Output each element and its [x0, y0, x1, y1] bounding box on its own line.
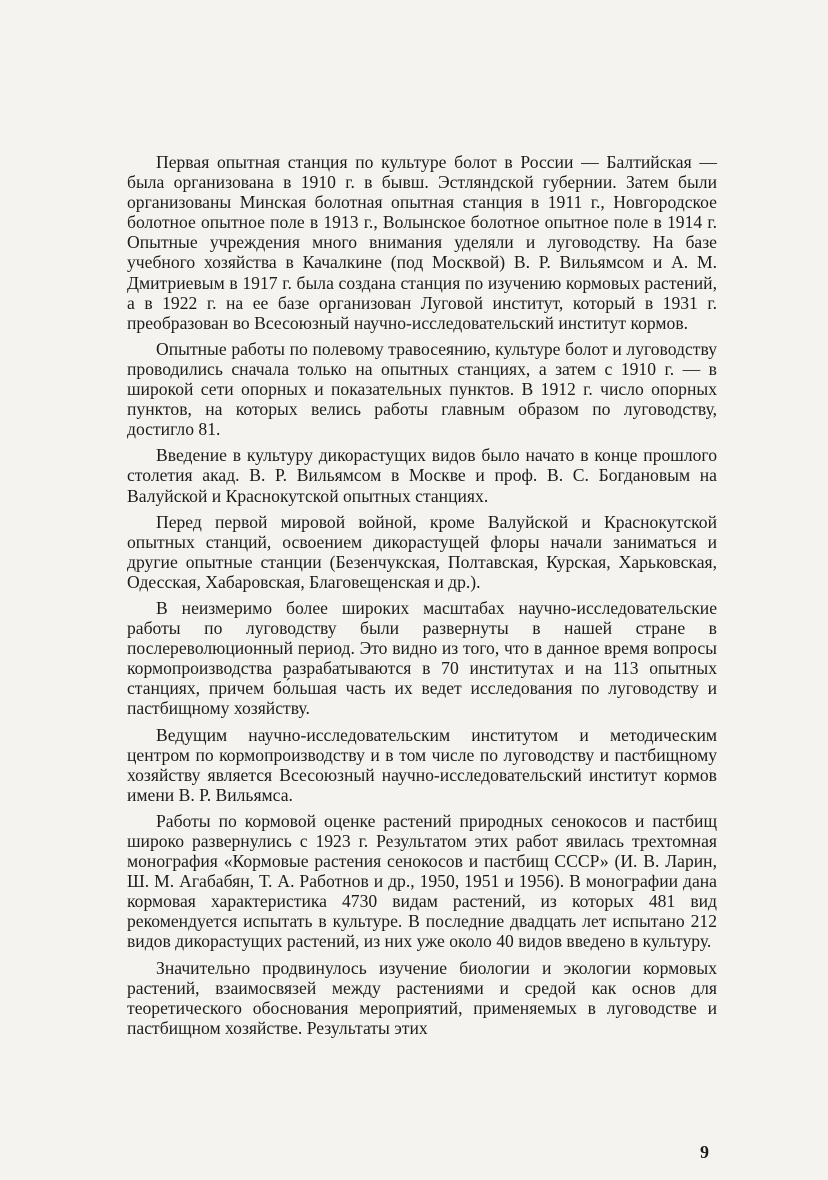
paragraph-8: Значительно продвинулось изучение биологии и экологии кормовых растений, взаимосвязей между растениями и средой как основ для теоретического обоснования мероприятий, применяемых в луговодстве и пастбищном хозяйстве. Результаты этих	[127, 957, 717, 1038]
page-number: 9	[700, 1142, 709, 1162]
body-text	[127, 152, 717, 1044]
paragraph-1: Первая опытная станция по культуре болот в России — Балтийская — была организована в 1910 г. в бывш. Эстляндской губернии. Затем были организованы Минская болотная опытная станция в 1911 г., Новгородское болотное опытное поле в 1913 г., Волынское болотное опытное поле в 1914 г. Опытные учреждения много внимания уделяли и луговодству. На базе учебного хозяйства в Качалкине (под Москвой) В. Р. Вильямсом и А. М. Дмитриевым в 1917 г. была создана станция по изучению кормовых растений, а в 1922 г. на ее базе организован Луговой институт, который в 1931 г. преобразован во Всесоюзный научно-исследовательский институт кормов.	[127, 152, 717, 333]
paragraph-6: Ведущим научно-исследовательским институтом и методическим центром по кормопроизводству и в том числе по луговодству и пастбищному хозяйству является Всесоюзный научно-исследовательский институт кормов имени В. Р. Вильямса.	[127, 724, 717, 805]
paragraph-4: Перед первой мировой войной, кроме Валуйской и Краснокутской опытных станций, освоением дикорастущей флоры начали заниматься и другие опытные станции (Безенчукская, Полтавская, Курская, Харьковская, Одесская, Хабаровская, Благовещенская и др.).	[127, 511, 717, 592]
paragraph-7: Работы по кормовой оценке растений природных сенокосов и пастбищ широко развернулись с 1923 г. Результатом этих работ явилась трехтомная монография «Кормовые растения сенокосов и пастбищ СССР» (И. В. Ларин, Ш. М. Агабабян, Т. А. Работнов и др., 1950, 1951 и 1956). В монографии дана кормовая характеристика 4730 видам растений, из которых 481 вид рекомендуется испытать в культуре. В последние двадцать лет испытано 212 видов дикорастущих растений, из них уже около 40 видов введено в культуру.	[127, 810, 717, 952]
paragraph-5: В неизмеримо более широких масштабах научно-исследовательские работы по луговодству были развернуты в нашей стране в послереволюционный период. Это видно из того, что в данное время вопросы кормопроизводства разрабатываются в 70 институтах и на 113 опытных станциях, причем бо́льшая часть их ведет исследования по луговодству и пастбищному хозяйству.	[127, 597, 717, 719]
paragraph-2: Опытные работы по полевому травосеянию, культуре болот и луговодству проводились сначала только на опытных станциях, а затем с 1910 г. — в широкой сети опорных и показательных пунктов. В 1912 г. число опорных пунктов, на которых велись работы главным образом по луговодству, достигло 81.	[127, 338, 717, 440]
paragraph-3: Введение в культуру дикорастущих видов было начато в конце прошлого столетия акад. В. Р. Вильямсом в Москве и проф. В. С. Богдановым на Валуйской и Краснокутской опытных станциях.	[127, 445, 717, 506]
